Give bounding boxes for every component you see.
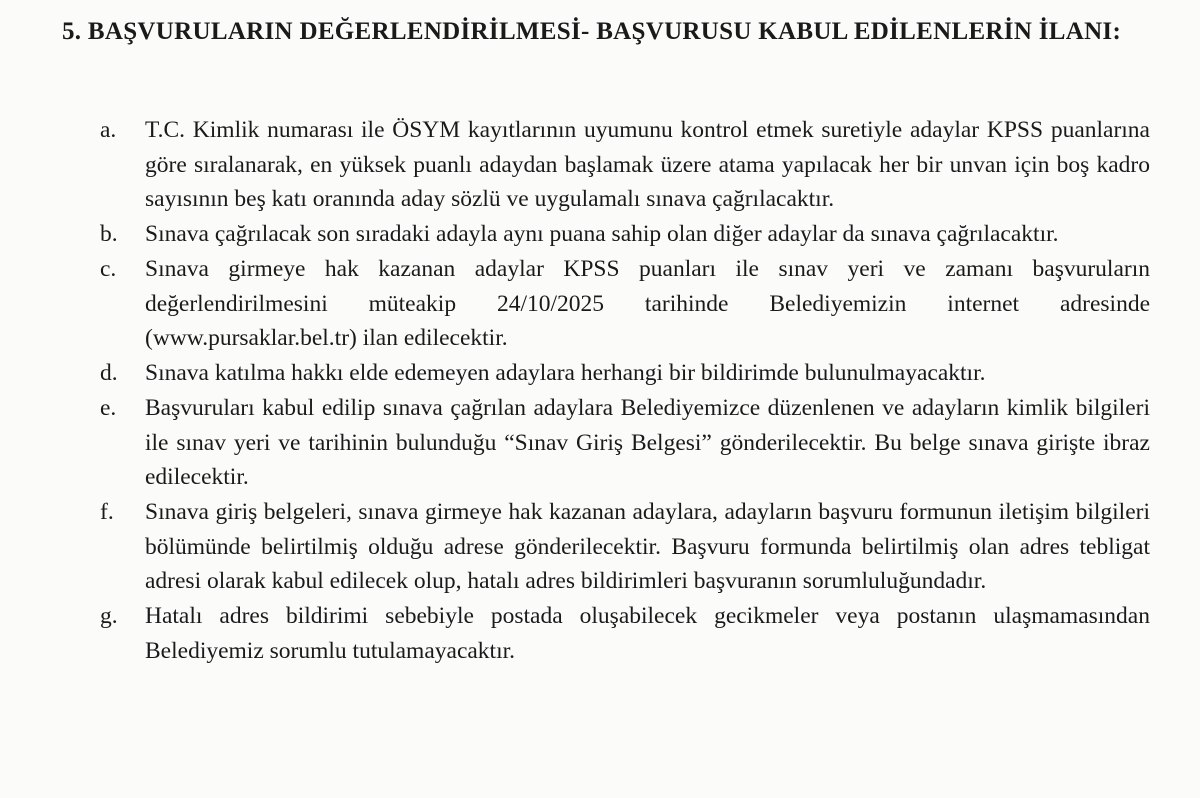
list-item-text: Hatalı adres bildirimi sebebiyle postada oluşabilecek gecikmeler veya postanın ulaşmamasından Belediyemiz sorumlu tutulamayacaktır. xyxy=(145,603,1150,664)
list-marker: e. xyxy=(100,395,117,421)
list-item-text: Sınava katılma hakkı elde edemeyen adaylara herhangi bir bildirimde bulunulmayacaktır. xyxy=(145,360,986,386)
list-item-text: T.C. Kimlik numarası ile ÖSYM kayıtlarının uyumunu kontrol etmek suretiyle adaylar KPSS puanlarına göre sıralanarak, en yüksek puanlı adaydan başlamak üzere atama yapılacak her bir unvan için boş kadro sayısının beş katı oranında aday sözlü ve uygulamalı sınava çağrılacaktır. xyxy=(145,117,1150,212)
list-marker: f. xyxy=(100,499,114,525)
section-heading: 5. BAŞVURULARIN DEĞERLENDİRİLMESİ- BAŞVURUSU KABUL EDİLENLERİN İLANI: xyxy=(62,18,1122,45)
list-item-text: Sınava çağrılacak son sıradaki adayla aynı puana sahip olan diğer adaylar da sınava çağrılacaktır. xyxy=(145,221,1059,247)
list-marker: b. xyxy=(100,221,118,247)
list-item-text: Sınava giriş belgeleri, sınava girmeye hak kazanan adaylara, adayların başvuru formunun iletişim bilgileri bölümünde belirtilmiş olduğu adrese gönderilecektir. Başvuru formunda belirtilmiş olan adres tebligat adresi olarak kabul edilecek olup, hatalı adres bildirimleri başvuranın sorumluluğundadır. xyxy=(145,499,1150,594)
list-item-g xyxy=(100,599,1150,668)
list-item-b xyxy=(100,217,1150,252)
list-item-e xyxy=(100,391,1150,495)
list-marker: a. xyxy=(100,117,117,143)
item-list xyxy=(100,113,1150,668)
list-item-f xyxy=(100,495,1150,599)
list-item-text: Başvuruları kabul edilip sınava çağrılan adaylara Belediyemizce düzenlenen ve adayların kimlik bilgileri ile sınav yeri ve tarihinin bulunduğu “Sınav Giriş Belgesi” gönderilecektir. Bu belge sınava girişte ibraz edilecektir. xyxy=(145,395,1150,490)
list-item-text: Sınava girmeye hak kazanan adaylar KPSS puanları ile sınav yeri ve zamanı başvuruların değerlendirilmesini müteakip 24/10/2025 tarihinde Belediyemizin internet adresinde (www.pursaklar.bel.tr) ilan edilecektir. xyxy=(145,256,1150,351)
list-item-c xyxy=(100,252,1150,356)
list-item-d xyxy=(100,356,1150,391)
list-item-a xyxy=(100,113,1150,217)
list-marker: d. xyxy=(100,360,118,386)
list-marker: g. xyxy=(100,603,118,629)
list-marker: c. xyxy=(100,256,117,282)
